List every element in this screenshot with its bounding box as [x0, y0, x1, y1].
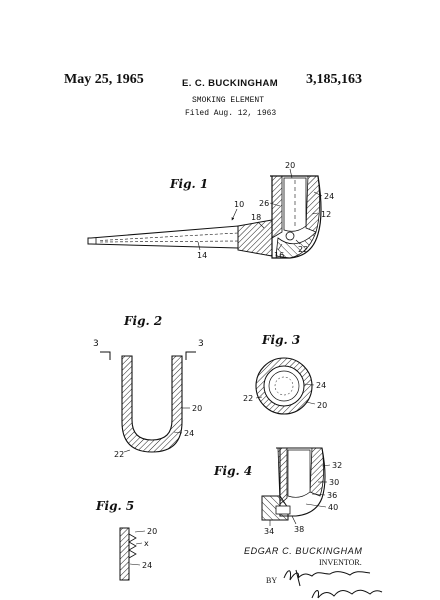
- fig4-ref-34: 34: [264, 527, 275, 536]
- fig5-ref-x: x: [144, 539, 149, 548]
- fig2-section-right: 3: [198, 339, 204, 349]
- fig3-ref-20: 20: [317, 401, 328, 410]
- fig1-ref-14: 14: [197, 251, 208, 260]
- fig4-ref-36: 36: [327, 491, 338, 500]
- attorney-signature: [284, 570, 382, 598]
- fig2-ref-22: 22: [114, 450, 125, 459]
- fig5-label: Fig. 5: [96, 499, 135, 513]
- fig1-ref-20: 20: [285, 161, 296, 170]
- fig1-ref-12: 12: [321, 210, 332, 219]
- fig2-ref-24: 24: [184, 429, 195, 438]
- fig2-label: Fig. 2: [124, 314, 163, 328]
- patent-number: 3,185,163: [306, 72, 362, 87]
- inventor-name: EDGAR C. BUCKINGHAM: [244, 546, 363, 556]
- fig1-ref-18: 18: [251, 213, 262, 222]
- fig5-ref-20: 20: [147, 527, 158, 536]
- inventor-label: INVENTOR.: [319, 558, 362, 567]
- fig5-ref-24: 24: [142, 561, 153, 570]
- fig2-section-left: 3: [93, 339, 99, 349]
- fig1-ref-10: 10: [234, 200, 245, 209]
- patent-date: May 25, 1965: [64, 72, 144, 87]
- figure-5: [95, 499, 157, 580]
- figure-2: [93, 314, 204, 459]
- figure-4: [213, 448, 342, 536]
- fig1-ref-16: 16: [274, 251, 285, 260]
- fig1-ref-26: 26: [259, 199, 270, 208]
- fig1-label: Fig. 1: [170, 177, 209, 191]
- fig4-ref-30: 30: [329, 478, 340, 487]
- fig2-ref-20: 20: [192, 404, 203, 413]
- by-label: BY: [266, 576, 278, 585]
- fig3-ref-22: 22: [243, 394, 254, 403]
- fig1-ref-22: 22: [298, 245, 309, 254]
- fig1-ref-24: 24: [324, 192, 335, 201]
- figure-1: [88, 161, 334, 260]
- fig3-ref-24: 24: [316, 381, 327, 390]
- fig4-ref-40: 40: [328, 503, 339, 512]
- fig3-label: Fig. 3: [262, 333, 301, 347]
- fig4-label: Fig. 4: [214, 464, 253, 478]
- figure-3: [243, 333, 327, 414]
- inventor-header: E. C. BUCKINGHAM: [182, 78, 279, 89]
- fig4-ref-38: 38: [294, 525, 305, 534]
- filed-date: Filed Aug. 12, 1963: [185, 109, 277, 118]
- fig4-ref-32: 32: [332, 461, 343, 470]
- patent-title: SMOKING ELEMENT: [192, 96, 265, 105]
